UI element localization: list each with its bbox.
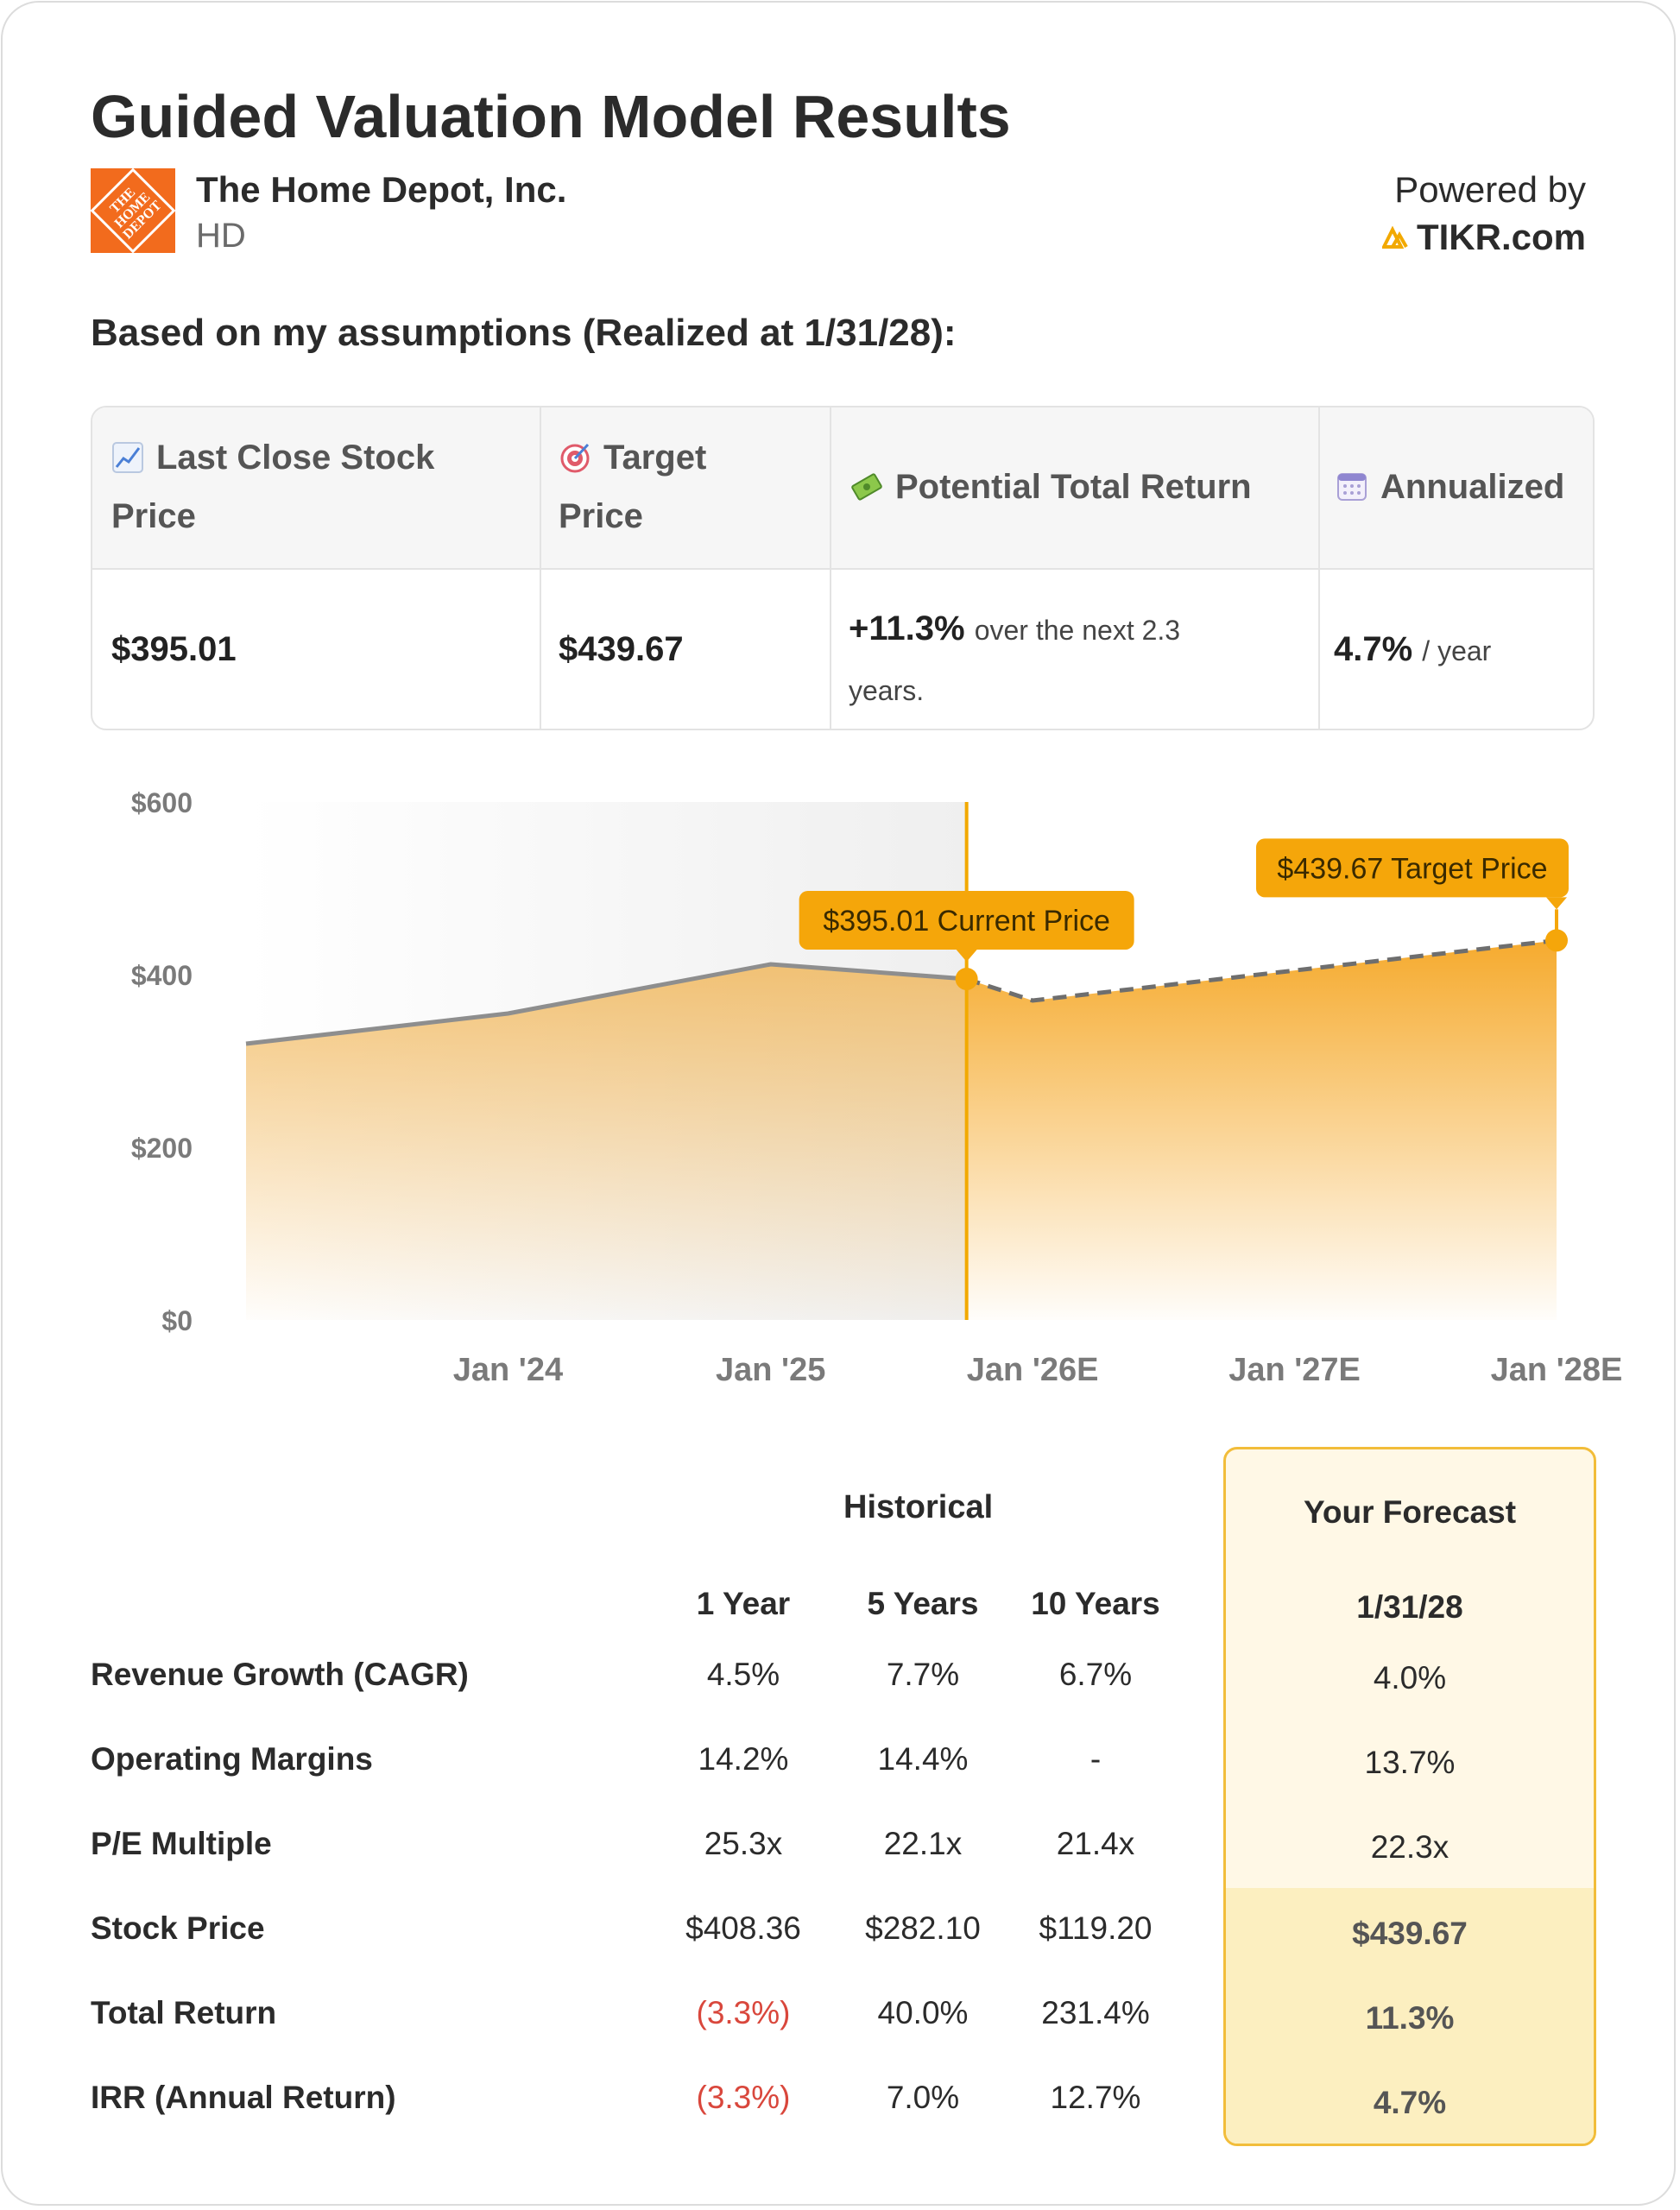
historical-header: Historical	[843, 1489, 994, 1525]
annualized-value: 4.7% / year	[1334, 630, 1492, 668]
page-title: Guided Valuation Model Results	[91, 83, 1011, 150]
target-price-callout-pointer	[1546, 897, 1567, 909]
metrics-table	[91, 406, 1595, 730]
cell-return-10y: 231.4%	[1041, 1995, 1150, 2030]
cell-pe-5y: 22.1x	[883, 1826, 963, 1861]
current-price-marker	[956, 968, 978, 990]
cell-irr-5y: 7.0%	[886, 2080, 960, 2115]
cell-irr-10y: 12.7%	[1050, 2080, 1141, 2115]
results-card	[1, 1, 1676, 2206]
forecast-panel	[1223, 1447, 1596, 2146]
annualized-header: Annualized	[1336, 458, 1564, 516]
chart-increasing-icon	[111, 441, 144, 474]
target-price-value: $439.67	[559, 630, 684, 668]
powered-by-label: Powered by	[1394, 169, 1586, 210]
row-label-revenue-growth: Revenue Growth (CAGR)	[91, 1657, 469, 1692]
cell-margins-1y: 14.2%	[698, 1741, 789, 1777]
x-tick-label: Jan '26E	[966, 1352, 1099, 1388]
forecast-revenue-growth: 4.0%	[1373, 1660, 1447, 1695]
y-tick-label: $600	[130, 787, 193, 818]
tikr-logo-icon	[1382, 226, 1408, 249]
forecast-date: 1/31/28	[1356, 1589, 1463, 1625]
x-tick-label: Jan '28E	[1490, 1352, 1623, 1388]
forecast-total-return: 11.3%	[1365, 2000, 1455, 2036]
y-tick-label: $200	[130, 1133, 193, 1164]
target-price-header: Target Price	[559, 439, 707, 535]
cell-revenue-1y: 4.5%	[706, 1657, 780, 1692]
cell-price-5y: $282.10	[865, 1910, 981, 1946]
x-tick-label: Jan '25	[716, 1352, 826, 1388]
last-close-header: Last Close Stock Price	[111, 439, 435, 535]
forecast-stock-price: $439.67	[1352, 1916, 1468, 1951]
y-tick-label: $400	[130, 960, 193, 991]
target-icon	[559, 441, 591, 474]
forecast-header: Your Forecast	[1303, 1494, 1517, 1530]
forecast-operating-margins: 13.7%	[1364, 1745, 1456, 1780]
cell-price-1y: $408.36	[685, 1910, 801, 1946]
col-header-10-years: 10 Years	[1031, 1586, 1160, 1621]
price-chart	[3, 762, 1680, 1418]
row-label-total-return: Total Return	[91, 1995, 277, 2030]
forecast-pe-multiple: 22.3x	[1370, 1829, 1449, 1865]
x-tick-label: Jan '24	[452, 1352, 564, 1388]
company-name: The Home Depot, Inc.	[196, 169, 567, 210]
potential-return-value: +11.3% over the next 2.3 years.	[849, 609, 1181, 706]
row-label-pe-multiple: P/E Multiple	[91, 1826, 272, 1861]
target-price-callout-text: $439.67 Target Price	[1277, 852, 1548, 886]
current-price-callout-text: $395.01 Current Price	[823, 904, 1110, 938]
col-header-1-year: 1 Year	[696, 1586, 791, 1621]
money-icon	[850, 470, 883, 503]
cell-return-1y: (3.3%)	[696, 1995, 791, 2030]
cell-margins-5y: 14.4%	[877, 1741, 969, 1777]
cell-irr-1y: (3.3%)	[696, 2080, 791, 2115]
y-tick-label: $0	[161, 1305, 193, 1336]
x-tick-label: Jan '27E	[1228, 1352, 1361, 1388]
company-logo	[91, 168, 175, 253]
cell-price-10y: $119.20	[1039, 1910, 1153, 1946]
assumptions-heading: Based on my assumptions (Realized at 1/31/28):	[91, 312, 957, 354]
brand-link[interactable]	[1382, 217, 1586, 258]
ticker-symbol: HD	[196, 217, 246, 255]
forecast-irr: 4.7%	[1373, 2085, 1447, 2120]
last-close-value: $395.01	[111, 630, 237, 668]
calendar-icon	[1336, 470, 1368, 503]
logo-text: THE HOME DEPOT	[107, 185, 165, 243]
row-label-irr: IRR (Annual Return)	[91, 2080, 396, 2115]
row-label-operating-margins: Operating Margins	[91, 1741, 373, 1777]
cell-pe-10y: 21.4x	[1056, 1826, 1135, 1861]
row-label-stock-price: Stock Price	[91, 1910, 265, 1946]
potential-return-header: Potential Total Return	[850, 458, 1252, 516]
cell-pe-1y: 25.3x	[704, 1826, 783, 1861]
cell-margins-10y: -	[1089, 1741, 1102, 1777]
brand-name: TIKR.com	[1416, 217, 1586, 257]
cell-revenue-5y: 7.7%	[886, 1657, 960, 1692]
col-header-5-years: 5 Years	[867, 1586, 979, 1621]
cell-revenue-10y: 6.7%	[1058, 1657, 1133, 1692]
cell-return-5y: 40.0%	[877, 1995, 969, 2030]
